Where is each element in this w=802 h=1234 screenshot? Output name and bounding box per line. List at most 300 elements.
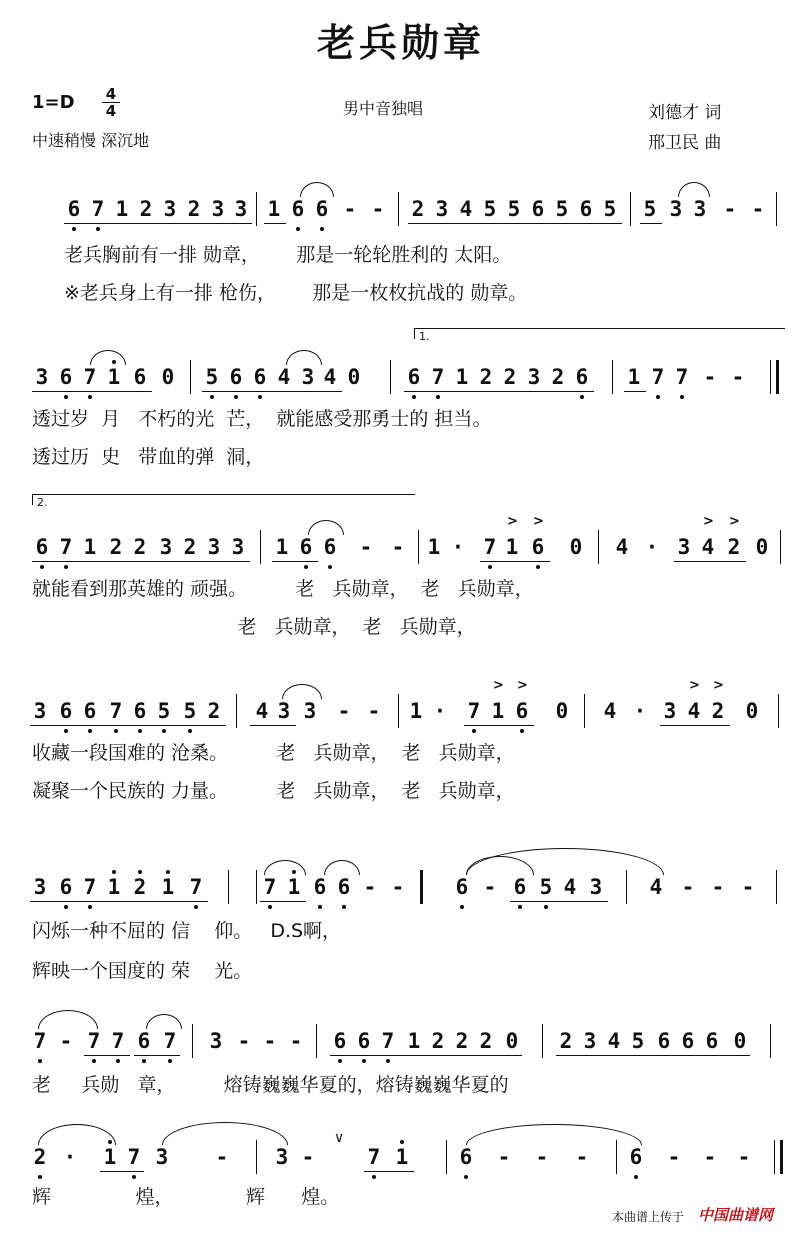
note: 6 bbox=[291, 197, 305, 221]
key-signature: 1=D bbox=[32, 92, 75, 113]
dash: - bbox=[737, 1145, 751, 1169]
note: 7 bbox=[83, 875, 97, 899]
dash: - bbox=[723, 197, 737, 221]
lyricist-credit: 刘德才 词 bbox=[648, 103, 722, 123]
beam-underline bbox=[408, 223, 500, 224]
octave-dot-below bbox=[258, 395, 262, 399]
lyric-line: 辉映一个国度的 荣 光。 bbox=[32, 960, 253, 982]
note: 3 bbox=[677, 535, 691, 559]
page-title: 老兵勋章 bbox=[316, 21, 485, 65]
dash: - bbox=[301, 1145, 315, 1169]
dash: - bbox=[363, 875, 377, 899]
barline bbox=[236, 694, 237, 728]
note: 3 bbox=[163, 197, 177, 221]
note: 7 bbox=[33, 1029, 47, 1053]
note: 3 bbox=[207, 535, 221, 559]
slur bbox=[282, 684, 322, 699]
note: 7 bbox=[189, 875, 203, 899]
lyric-line: 凝聚一个民族的 力量。 老 兵勋章， 老 兵勋章， bbox=[32, 780, 515, 802]
octave-dot-below bbox=[38, 1175, 42, 1179]
barline bbox=[316, 1024, 317, 1058]
note: 6 bbox=[513, 875, 527, 899]
note: · bbox=[633, 699, 647, 723]
note: 6 bbox=[357, 1029, 371, 1053]
beam-underline bbox=[556, 1055, 626, 1056]
note: 0 bbox=[733, 1029, 747, 1053]
octave-dot-above bbox=[400, 1140, 404, 1144]
octave-dot-below bbox=[88, 395, 92, 399]
beam-underline bbox=[500, 223, 622, 224]
note: 4 bbox=[323, 365, 337, 389]
octave-dot-below bbox=[138, 729, 142, 733]
note: 6 bbox=[67, 197, 81, 221]
note: 7 bbox=[367, 1145, 381, 1169]
note: 1 bbox=[407, 1029, 421, 1053]
barline bbox=[256, 870, 257, 904]
note: 3 bbox=[435, 197, 449, 221]
octave-dot-below bbox=[320, 227, 324, 231]
slur bbox=[466, 1124, 642, 1145]
note: 6 bbox=[531, 535, 545, 559]
note: 6 bbox=[315, 197, 329, 221]
note: 6 bbox=[681, 1029, 695, 1053]
octave-dot-below bbox=[168, 1059, 172, 1063]
beam-underline bbox=[30, 901, 126, 902]
dash: - bbox=[215, 1145, 229, 1169]
barline bbox=[770, 1024, 771, 1058]
octave-dot-below bbox=[518, 905, 522, 909]
note: 3 bbox=[231, 535, 245, 559]
dash: - bbox=[731, 365, 745, 389]
beam-underline bbox=[510, 901, 584, 902]
note: 3 bbox=[693, 197, 707, 221]
dash: - bbox=[359, 535, 373, 559]
note: 7 bbox=[483, 535, 497, 559]
time-signature-bottom: 4 bbox=[105, 102, 117, 120]
note: 1 bbox=[161, 875, 175, 899]
note: 6 bbox=[515, 699, 529, 723]
octave-dot-below bbox=[96, 227, 100, 231]
note: 3 bbox=[669, 197, 683, 221]
beam-underline bbox=[250, 725, 296, 726]
note: 7 bbox=[127, 1145, 141, 1169]
note: 3 bbox=[155, 1145, 169, 1169]
note: 6 bbox=[229, 365, 243, 389]
lyric-line: 透过历 史 带血的弹 洞， bbox=[32, 446, 265, 468]
octave-dot-below bbox=[234, 395, 238, 399]
note: 4 bbox=[603, 699, 617, 723]
octave-dot-below bbox=[64, 565, 68, 569]
octave-dot-below bbox=[304, 565, 308, 569]
note: 4 bbox=[277, 365, 291, 389]
note: 4 bbox=[701, 535, 715, 559]
slur bbox=[38, 1010, 98, 1029]
octave-dot-below bbox=[656, 395, 660, 399]
beam-underline bbox=[674, 561, 746, 562]
dash: - bbox=[371, 197, 385, 221]
note: 4 bbox=[459, 197, 473, 221]
beam-underline bbox=[498, 391, 594, 392]
slur bbox=[286, 350, 322, 365]
note: 6 bbox=[531, 197, 545, 221]
note: 6 bbox=[323, 535, 337, 559]
note: 2 bbox=[479, 365, 493, 389]
octave-dot-below bbox=[362, 1059, 366, 1063]
note: 1 bbox=[491, 699, 505, 723]
octave-dot-below bbox=[296, 227, 300, 231]
barline bbox=[542, 1024, 543, 1058]
accent-mark: > bbox=[507, 514, 518, 529]
note: 7 bbox=[431, 365, 445, 389]
octave-dot-below bbox=[342, 905, 346, 909]
note: 2 bbox=[133, 535, 147, 559]
octave-dot-below bbox=[634, 1175, 638, 1179]
note: 7 bbox=[467, 699, 481, 723]
dash: - bbox=[237, 1029, 251, 1053]
octave-dot-below bbox=[88, 729, 92, 733]
note: 6 bbox=[59, 365, 73, 389]
beam-underline bbox=[64, 223, 208, 224]
barline bbox=[390, 360, 391, 394]
note: 4 bbox=[615, 535, 629, 559]
time-signature bbox=[102, 86, 120, 119]
accent-mark: > bbox=[533, 514, 544, 529]
barline bbox=[420, 870, 423, 904]
beam-underline bbox=[202, 391, 272, 392]
note: 6 bbox=[629, 1145, 643, 1169]
octave-dot-below bbox=[194, 905, 198, 909]
dash: - bbox=[263, 1029, 277, 1053]
site-logo: 中国曲谱网 bbox=[698, 1206, 774, 1224]
barline bbox=[418, 530, 419, 564]
beam-underline bbox=[464, 725, 534, 726]
note: 7 bbox=[651, 365, 665, 389]
note: 2 bbox=[551, 365, 565, 389]
accent-mark: > bbox=[517, 678, 528, 693]
beam-underline bbox=[364, 1171, 414, 1172]
dash: - bbox=[343, 197, 357, 221]
octave-dot-below bbox=[460, 905, 464, 909]
volta-bracket-2: 2. bbox=[32, 494, 415, 505]
note: 5 bbox=[157, 699, 171, 723]
barline bbox=[192, 1024, 193, 1058]
lyric-line: ※老兵身上有一排 枪伤， 那是一枚枚抗战的 勋章。 bbox=[64, 282, 528, 304]
barline bbox=[630, 192, 631, 226]
beam-underline bbox=[480, 561, 550, 562]
beam-underline bbox=[134, 1055, 180, 1056]
note: 2 bbox=[207, 699, 221, 723]
barline bbox=[776, 360, 779, 394]
beam-underline bbox=[176, 725, 226, 726]
octave-dot-below bbox=[64, 905, 68, 909]
note: 5 bbox=[555, 197, 569, 221]
barline bbox=[260, 530, 261, 564]
upload-note: 本曲谱上传于 bbox=[612, 1210, 685, 1224]
note: 2 bbox=[503, 365, 517, 389]
note: 1 bbox=[455, 365, 469, 389]
note: 6 bbox=[299, 535, 313, 559]
note: 4 bbox=[563, 875, 577, 899]
note: 2 bbox=[139, 197, 153, 221]
note: 1 bbox=[395, 1145, 409, 1169]
note: 2 bbox=[479, 1029, 493, 1053]
note: 2 bbox=[183, 535, 197, 559]
note: 3 bbox=[663, 699, 677, 723]
barline bbox=[256, 192, 257, 226]
note: 4 bbox=[649, 875, 663, 899]
beam-underline bbox=[660, 725, 730, 726]
octave-dot-below bbox=[580, 395, 584, 399]
note: 6 bbox=[705, 1029, 719, 1053]
barline bbox=[256, 1140, 257, 1174]
note: 5 bbox=[643, 197, 657, 221]
octave-dot-below bbox=[142, 1059, 146, 1063]
octave-dot-below bbox=[464, 1175, 468, 1179]
lyric-line: 就能看到那英雄的 顽强。 老 兵勋章， 老 兵勋章， bbox=[32, 578, 534, 600]
barline bbox=[584, 694, 585, 728]
note: 1 bbox=[627, 365, 641, 389]
dash: - bbox=[575, 1145, 589, 1169]
note: 3 bbox=[589, 875, 603, 899]
note: · bbox=[645, 535, 659, 559]
beam-underline bbox=[126, 901, 182, 902]
barline bbox=[776, 192, 777, 226]
octave-dot-below bbox=[338, 1059, 342, 1063]
note: 3 bbox=[277, 699, 291, 723]
slur bbox=[678, 182, 710, 197]
barline bbox=[774, 1140, 775, 1174]
octave-dot-below bbox=[162, 729, 166, 733]
note: 7 bbox=[109, 699, 123, 723]
note: 0 bbox=[555, 699, 569, 723]
slur bbox=[300, 182, 334, 197]
note: 7 bbox=[91, 197, 105, 221]
note: 5 bbox=[205, 365, 219, 389]
note: 3 bbox=[33, 699, 47, 723]
dash: - bbox=[391, 535, 405, 559]
dash: - bbox=[59, 1029, 73, 1053]
beam-underline bbox=[100, 1171, 144, 1172]
note: 6 bbox=[313, 875, 327, 899]
volta-bracket-1: 1. bbox=[414, 328, 785, 339]
note: 5 bbox=[483, 197, 497, 221]
note: 6 bbox=[35, 535, 49, 559]
beam-underline bbox=[626, 1055, 750, 1056]
note: 1 bbox=[287, 875, 301, 899]
note: 3 bbox=[159, 535, 173, 559]
slur bbox=[146, 1014, 182, 1029]
lyric-line: 老 兵勋章， 老 兵勋章， bbox=[32, 616, 476, 638]
note: 1 bbox=[427, 535, 441, 559]
dash: - bbox=[289, 1029, 303, 1053]
beam-underline bbox=[404, 391, 498, 392]
barline bbox=[228, 870, 229, 904]
beam-underline bbox=[30, 725, 176, 726]
octave-dot-below bbox=[64, 395, 68, 399]
slur bbox=[38, 1124, 116, 1145]
barline bbox=[770, 360, 771, 394]
octave-dot-below bbox=[210, 395, 214, 399]
octave-dot-below bbox=[472, 729, 476, 733]
beam-underline bbox=[272, 391, 342, 392]
octave-dot-above bbox=[112, 870, 116, 874]
octave-dot-below bbox=[132, 1175, 136, 1179]
dash: - bbox=[497, 1145, 511, 1169]
note: 2 bbox=[133, 875, 147, 899]
accent-mark: > bbox=[703, 514, 714, 529]
note: 2 bbox=[711, 699, 725, 723]
dash: - bbox=[681, 875, 695, 899]
note: 7 bbox=[83, 365, 97, 389]
note: 2 bbox=[431, 1029, 445, 1053]
note: 1 bbox=[505, 535, 519, 559]
beam-underline bbox=[182, 901, 208, 902]
octave-dot-below bbox=[268, 905, 272, 909]
octave-dot-below bbox=[114, 729, 118, 733]
octave-dot-below bbox=[38, 1059, 42, 1063]
beam-underline bbox=[208, 223, 252, 224]
note: 1 bbox=[275, 535, 289, 559]
note: 5 bbox=[631, 1029, 645, 1053]
note: 3 bbox=[583, 1029, 597, 1053]
lyric-line: 闪烁一种不屈的 信 仰。 D.S啊， bbox=[32, 920, 342, 942]
note: 1 bbox=[83, 535, 97, 559]
note: 3 bbox=[527, 365, 541, 389]
dash: - bbox=[703, 365, 717, 389]
beam-underline bbox=[640, 223, 662, 224]
note: 2 bbox=[187, 197, 201, 221]
octave-dot-below bbox=[116, 1059, 120, 1063]
time-signature-top: 4 bbox=[105, 85, 117, 103]
note: · bbox=[63, 1145, 77, 1169]
note: 3 bbox=[33, 875, 47, 899]
barline bbox=[612, 360, 613, 394]
note: 5 bbox=[603, 197, 617, 221]
note: 1 bbox=[107, 365, 121, 389]
barline bbox=[598, 530, 599, 564]
note: 3 bbox=[209, 1029, 223, 1053]
note: 7 bbox=[163, 1029, 177, 1053]
accent-mark: > bbox=[689, 678, 700, 693]
note: 0 bbox=[745, 699, 759, 723]
note: 7 bbox=[111, 1029, 125, 1053]
note: 6 bbox=[59, 699, 73, 723]
octave-dot-below bbox=[64, 729, 68, 733]
note: 0 bbox=[347, 365, 361, 389]
note: 2 bbox=[411, 197, 425, 221]
note: 7 bbox=[263, 875, 277, 899]
lyric-line: 辉 煌， 辉 煌。 bbox=[32, 1186, 340, 1208]
accent-mark: > bbox=[729, 514, 740, 529]
note: 2 bbox=[33, 1145, 47, 1169]
dash: - bbox=[667, 1145, 681, 1169]
note: 7 bbox=[59, 535, 73, 559]
note: 4 bbox=[255, 699, 269, 723]
octave-dot-below bbox=[386, 1059, 390, 1063]
octave-dot-above bbox=[166, 870, 170, 874]
dash: - bbox=[711, 875, 725, 899]
tempo-marking: 中速稍慢 深沉地 bbox=[32, 131, 150, 150]
note: · bbox=[451, 535, 465, 559]
barline bbox=[190, 360, 191, 394]
note: 6 bbox=[575, 365, 589, 389]
note: 3 bbox=[301, 365, 315, 389]
barline bbox=[776, 870, 777, 904]
note: 6 bbox=[133, 699, 147, 723]
beam-underline bbox=[84, 1055, 130, 1056]
beam-underline bbox=[32, 561, 102, 562]
barline bbox=[616, 1140, 617, 1174]
note: 2 bbox=[727, 535, 741, 559]
note: 7 bbox=[381, 1029, 395, 1053]
barline bbox=[780, 530, 781, 564]
barline bbox=[398, 694, 399, 728]
accent-mark: > bbox=[493, 678, 504, 693]
beam-underline bbox=[272, 561, 318, 562]
octave-dot-below bbox=[188, 729, 192, 733]
note: 1 bbox=[409, 699, 423, 723]
beam-underline bbox=[102, 561, 226, 562]
lyric-line: 透过岁 月 不朽的光 芒， 就能感受那勇士的 担当。 bbox=[32, 408, 492, 430]
note: 6 bbox=[333, 1029, 347, 1053]
note: 7 bbox=[87, 1029, 101, 1053]
note: 7 bbox=[675, 365, 689, 389]
octave-dot-below bbox=[536, 565, 540, 569]
performance-type: 男中音独唱 bbox=[343, 99, 424, 118]
note: 1 bbox=[267, 197, 281, 221]
dash: - bbox=[367, 699, 381, 723]
beam-underline bbox=[32, 391, 152, 392]
beam-underline bbox=[260, 901, 306, 902]
note: 5 bbox=[507, 197, 521, 221]
beam-underline bbox=[226, 561, 250, 562]
note: 2 bbox=[559, 1029, 573, 1053]
composer-credit: 邢卫民 曲 bbox=[648, 133, 722, 153]
slur bbox=[308, 520, 344, 535]
dash: - bbox=[751, 197, 765, 221]
octave-dot-below bbox=[92, 1059, 96, 1063]
beam-underline bbox=[264, 223, 286, 224]
note: 6 bbox=[253, 365, 267, 389]
note: 6 bbox=[137, 1029, 151, 1053]
breath-mark: ∨ bbox=[334, 1130, 345, 1146]
slur bbox=[264, 860, 306, 875]
octave-dot-below bbox=[372, 1175, 376, 1179]
note: 6 bbox=[657, 1029, 671, 1053]
beam-underline bbox=[624, 391, 646, 392]
slur bbox=[162, 1122, 288, 1145]
lyric-line: 老 兵勋 章， 熔铸巍巍华夏的，熔铸巍巍华夏的 bbox=[32, 1074, 509, 1096]
slur bbox=[466, 848, 664, 875]
barline bbox=[778, 694, 779, 728]
note: 6 bbox=[59, 875, 73, 899]
octave-dot-below bbox=[72, 227, 76, 231]
note: 3 bbox=[303, 699, 317, 723]
note: 0 bbox=[569, 535, 583, 559]
note: 2 bbox=[109, 535, 123, 559]
accent-mark: > bbox=[713, 678, 724, 693]
note: 5 bbox=[539, 875, 553, 899]
barline bbox=[398, 192, 399, 226]
dash: - bbox=[741, 875, 755, 899]
note: 2 bbox=[455, 1029, 469, 1053]
slur bbox=[324, 860, 360, 875]
note: 1 bbox=[115, 197, 129, 221]
note: · bbox=[433, 699, 447, 723]
note: 3 bbox=[35, 365, 49, 389]
note: 6 bbox=[459, 1145, 473, 1169]
note: 6 bbox=[579, 197, 593, 221]
